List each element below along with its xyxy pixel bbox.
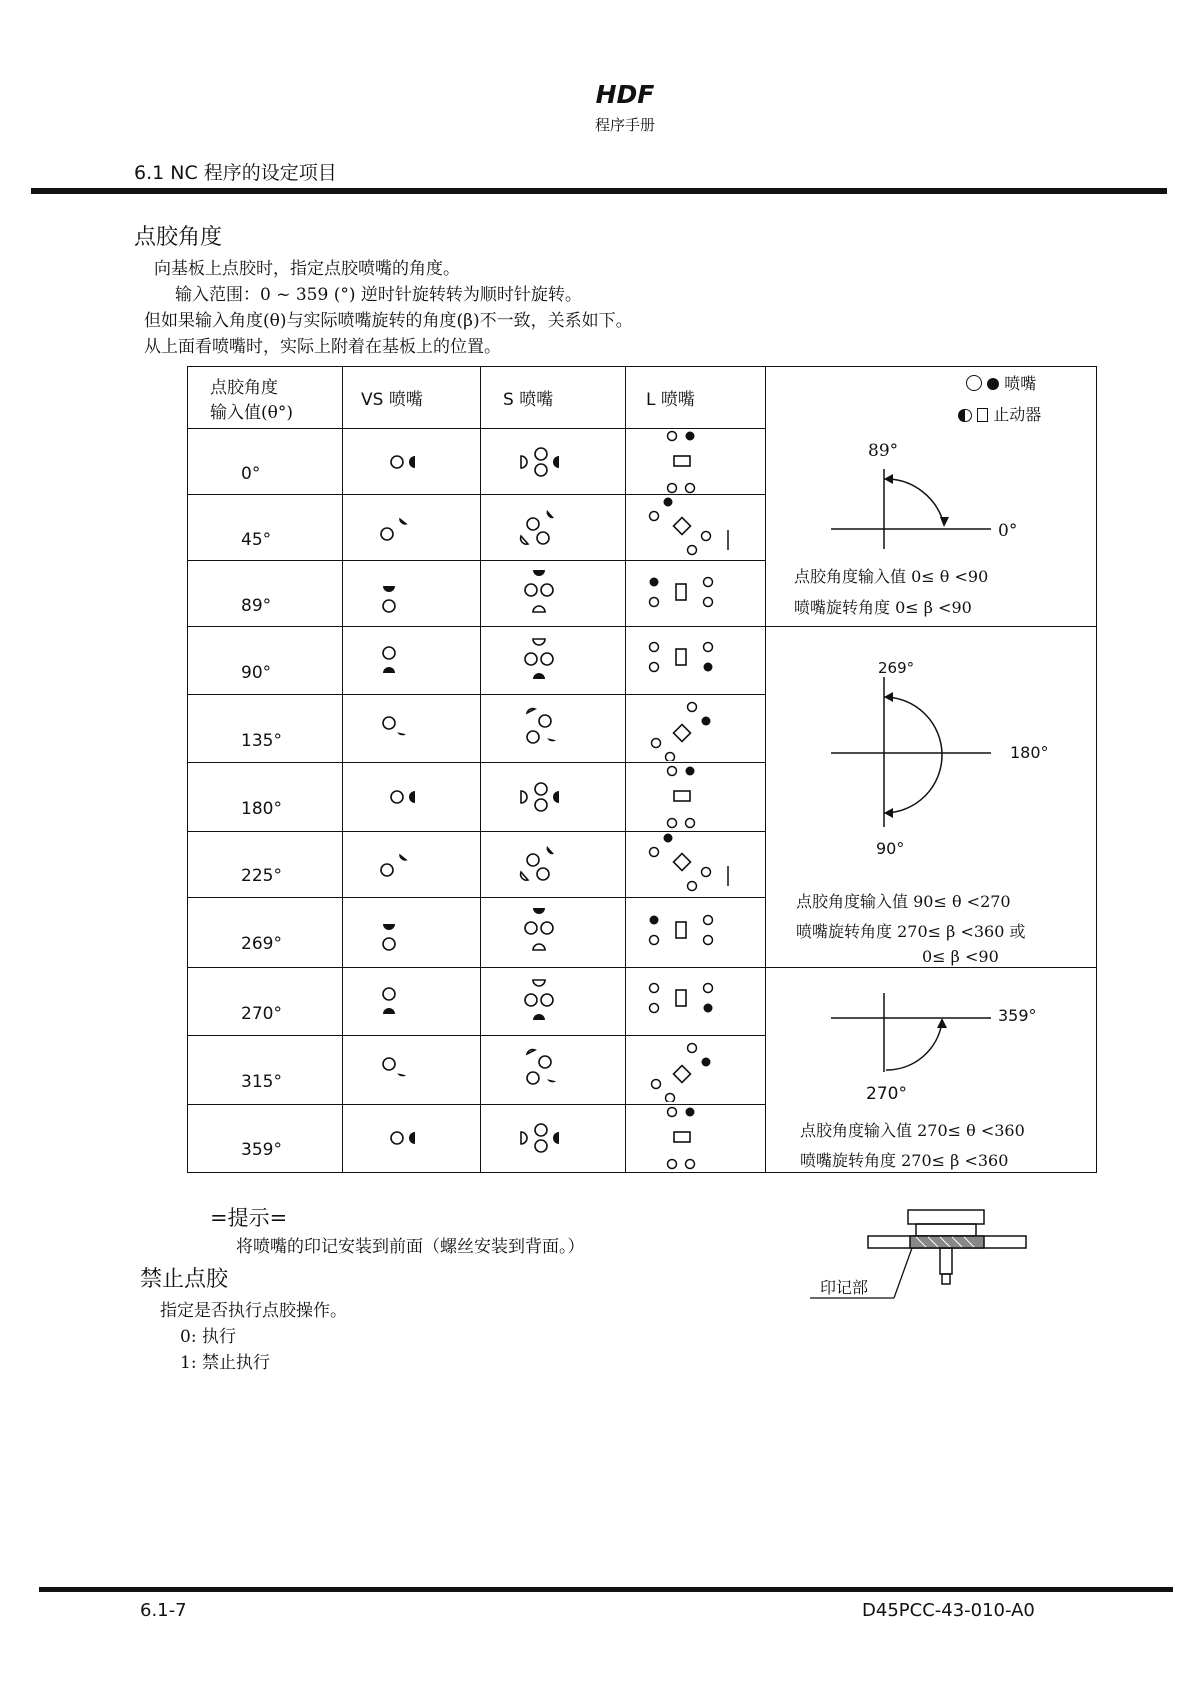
row-angle-45 bbox=[188, 495, 343, 561]
vs-symbol-135 bbox=[343, 695, 481, 763]
vs-symbol-270 bbox=[343, 968, 481, 1036]
col-input-line1: 点胶角度 bbox=[210, 377, 278, 398]
fig1-right-label: 0° bbox=[998, 520, 1018, 541]
header-title: HDF bbox=[595, 80, 655, 109]
dispense-angle-line2: 输入范围：0 ~ 359 (°) 逆时针旋转转为顺时针旋转。 bbox=[175, 285, 582, 305]
s-symbol-45 bbox=[481, 495, 626, 561]
fig3-diagram bbox=[766, 968, 1096, 1098]
s-symbol-270 bbox=[481, 968, 626, 1036]
l-symbol-89 bbox=[626, 561, 766, 627]
col-input-line2: 输入值(θ°) bbox=[210, 402, 293, 423]
vs-symbol-315 bbox=[343, 1036, 481, 1104]
row-angle-135 bbox=[188, 695, 343, 763]
legend-stopper-row bbox=[958, 402, 1096, 425]
hint-title: =提示= bbox=[210, 1206, 288, 1230]
angle-label: 90° bbox=[241, 662, 272, 683]
vs-symbol-90 bbox=[343, 627, 481, 695]
row-angle-89 bbox=[188, 561, 343, 627]
vs-symbol-45 bbox=[343, 495, 481, 561]
stopper-legend-icon bbox=[958, 409, 965, 422]
angle-label: 45° bbox=[241, 529, 272, 550]
bottom-rule bbox=[39, 1587, 1173, 1592]
dispense-angle-line4: 从上面看喷嘴时，实际上附着在基板上的位置。 bbox=[144, 337, 501, 357]
section-title: 6.1 NC 程序的设定项目 bbox=[134, 162, 337, 184]
vs-symbol-0 bbox=[343, 429, 481, 495]
mark-label: 印记部 bbox=[820, 1278, 869, 1297]
angle-label: 89° bbox=[241, 595, 272, 616]
header-subtitle: 程序手册 bbox=[594, 116, 655, 134]
top-rule bbox=[31, 188, 1167, 194]
s-symbol-180 bbox=[481, 763, 626, 831]
row-angle-270 bbox=[188, 968, 343, 1036]
angle-label: 225° bbox=[241, 866, 282, 887]
col-s-header: S 喷嘴 bbox=[481, 367, 626, 429]
fig2-right-label: 180° bbox=[1010, 743, 1049, 762]
s-symbol-225 bbox=[481, 831, 626, 897]
col-l-header: L 喷嘴 bbox=[626, 367, 766, 429]
s-symbol-135 bbox=[481, 695, 626, 763]
angle-label: 269° bbox=[241, 934, 282, 955]
l-symbol-45 bbox=[626, 495, 766, 561]
l-symbol-0 bbox=[626, 429, 766, 495]
s-symbol-269 bbox=[481, 897, 626, 967]
fig2-bottom-label: 90° bbox=[876, 839, 905, 858]
fig3-right-label: 359° bbox=[998, 1006, 1037, 1025]
row-angle-0 bbox=[188, 429, 343, 495]
s-symbol-0 bbox=[481, 429, 626, 495]
prohibit-heading: 禁止点胶 bbox=[140, 1267, 229, 1292]
l-symbol-270 bbox=[626, 968, 766, 1036]
l-symbol-269 bbox=[626, 897, 766, 967]
l-symbol-90 bbox=[626, 627, 766, 695]
hint-text: 将喷嘴的印记安装到前面（螺丝安装到背面。） bbox=[236, 1237, 585, 1257]
fig3-note1: 点胶角度输入值 270≤ θ <360 bbox=[800, 1121, 1025, 1140]
s-symbol-315 bbox=[481, 1036, 626, 1104]
stopper-legend-square bbox=[977, 408, 988, 422]
s-symbol-359 bbox=[481, 1104, 626, 1172]
angle-label: 315° bbox=[241, 1071, 282, 1092]
nozzle-legend-icon-filled bbox=[987, 378, 999, 390]
l-symbol-359 bbox=[626, 1104, 766, 1172]
l-symbol-135 bbox=[626, 695, 766, 763]
vs-symbol-269 bbox=[343, 897, 481, 967]
angle-label: 135° bbox=[241, 730, 282, 751]
fig3-bottom-label: 270° bbox=[866, 1084, 907, 1104]
prohibit-text: 指定是否执行点胶操作。 bbox=[160, 1301, 347, 1321]
row-angle-90 bbox=[188, 627, 343, 695]
angle-label: 180° bbox=[241, 798, 282, 819]
s-symbol-90 bbox=[481, 627, 626, 695]
vs-symbol-225 bbox=[343, 831, 481, 897]
fig2-cell bbox=[766, 627, 1097, 968]
s-symbol-89 bbox=[481, 561, 626, 627]
row-angle-315 bbox=[188, 1036, 343, 1104]
fig2-diagram bbox=[766, 627, 1096, 847]
row-angle-359 bbox=[188, 1104, 343, 1172]
legend-cell bbox=[766, 367, 1097, 429]
fig1-note2: 喷嘴旋转角度 0≤ β <90 bbox=[794, 597, 972, 617]
doc-number: D45PCC-43-010-A0 bbox=[862, 1600, 1035, 1621]
prohibit-option-1: 1: 禁止执行 bbox=[180, 1353, 270, 1373]
fig1-cell bbox=[766, 429, 1097, 627]
vs-symbol-359 bbox=[343, 1104, 481, 1172]
vs-symbol-180 bbox=[343, 763, 481, 831]
angle-label: 0° bbox=[241, 463, 261, 484]
fig1-top-label: 89° bbox=[868, 440, 899, 461]
legend-nozzle-label: 喷嘴 bbox=[1004, 373, 1037, 393]
prohibit-option-0: 0: 执行 bbox=[180, 1327, 236, 1347]
angle-label: 359° bbox=[241, 1140, 282, 1161]
fig3-cell bbox=[766, 968, 1097, 1173]
l-symbol-315 bbox=[626, 1036, 766, 1104]
fig3-note2: 喷嘴旋转角度 270≤ β <360 bbox=[800, 1151, 1009, 1170]
fig2-note1: 点胶角度输入值 90≤ θ <270 bbox=[796, 892, 1011, 911]
dispense-angle-line1: 向基板上点胶时，指定点胶喷嘴的角度。 bbox=[154, 259, 460, 279]
fig2-note2: 喷嘴旋转角度 270≤ β <360 或 bbox=[796, 922, 1026, 941]
nozzle-legend-icon bbox=[966, 375, 982, 391]
row-angle-225 bbox=[188, 831, 343, 897]
fig1-diagram bbox=[766, 429, 1096, 549]
fig2-note3: 0≤ β <90 bbox=[922, 947, 999, 966]
angle-table bbox=[187, 366, 1097, 1173]
col-input-header bbox=[188, 367, 343, 429]
col-vs-header: VS 喷嘴 bbox=[343, 367, 481, 429]
row-angle-180 bbox=[188, 763, 343, 831]
vs-symbol-89 bbox=[343, 561, 481, 627]
fig1-note1: 点胶角度输入值 0≤ θ <90 bbox=[794, 566, 989, 586]
l-symbol-180 bbox=[626, 763, 766, 831]
dispense-angle-heading: 点胶角度 bbox=[134, 225, 223, 250]
stopper-legend-icon-open bbox=[965, 409, 972, 422]
legend-nozzle-row bbox=[966, 371, 1096, 394]
l-symbol-225 bbox=[626, 831, 766, 897]
angle-label: 270° bbox=[241, 1003, 282, 1024]
row-angle-269 bbox=[188, 897, 343, 967]
legend-stopper-label: 止动器 bbox=[993, 404, 1042, 424]
dispense-angle-line3: 但如果输入角度(θ)与实际喷嘴旋转的角度(β)不一致，关系如下。 bbox=[144, 311, 633, 331]
page-number: 6.1-7 bbox=[140, 1600, 187, 1621]
fig2-top-label: 269° bbox=[878, 659, 915, 677]
